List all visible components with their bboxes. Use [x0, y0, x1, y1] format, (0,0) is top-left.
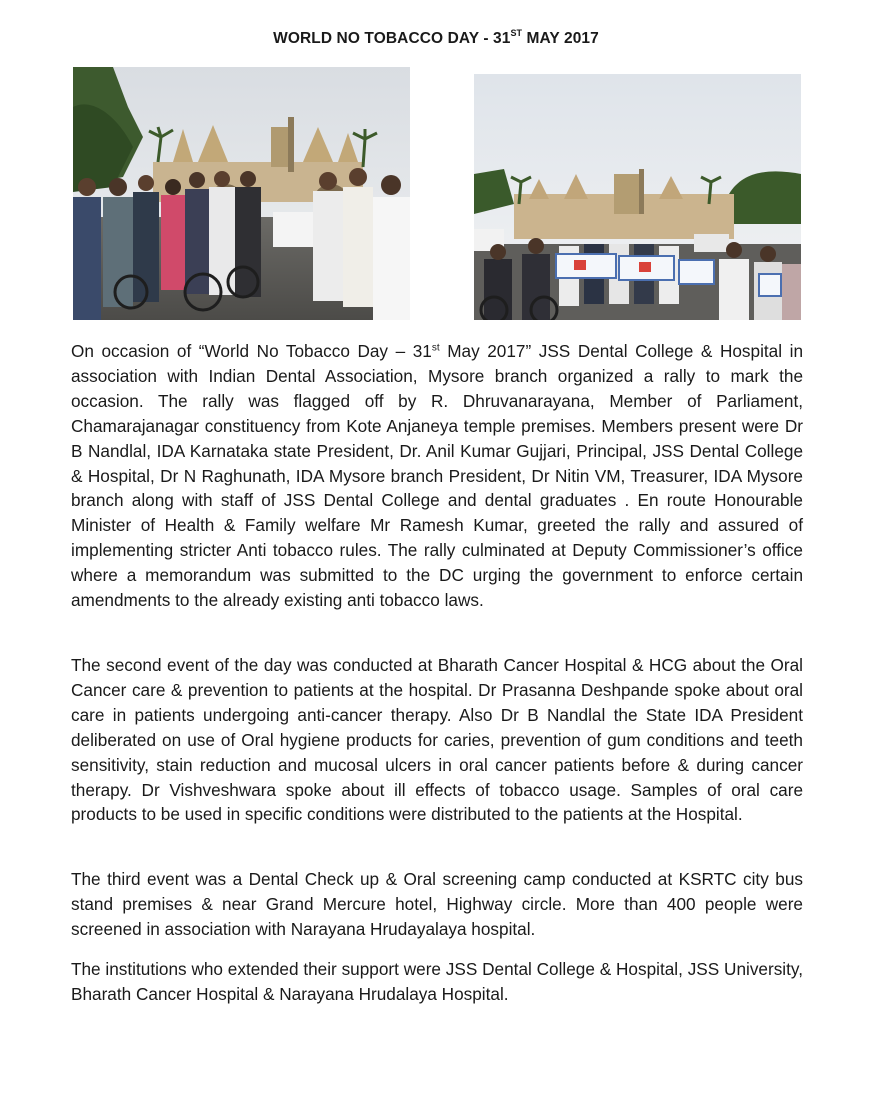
paragraph-third-event: The third event was a Dental Check up & Oral screening camp conducted at KSRTC city bus stand premises & near Grand Mercure hotel, Highway circle. More than 400 people were screened in association with Narayana Hrudayalaya hospital. — [71, 869, 803, 939]
p1-text-start: On occasion of “World No Tobacco Day – 31 — [71, 341, 432, 361]
title-superscript: ST — [510, 28, 523, 38]
p1-superscript: st — [431, 342, 440, 354]
title-end: MAY 2017 — [522, 30, 599, 48]
rally-photo-right — [474, 74, 801, 320]
paragraph-rally — [71, 339, 803, 613]
paragraph-second-event: The second event of the day was conducted at Bharath Cancer Hospital & HCG about the Oral Cancer care & prevention to patients at the hospital. Dr Prasanna Deshpande spoke about oral care in patients undergoing anti-cancer therapy. Also Dr B Nandlal the State IDA President deliberated on use of Oral hygiene products for caries, prevention of gum conditions and teeth sensitivity, stain reduction and mucosal ulcers in oral cancer patients before & during cancer therapy. Dr Vishveshwara spoke about ill effects of tobacco usage. Samples of oral care products to be used in specific conditions were distributed to the patients at the Hospital. — [71, 655, 803, 825]
rally-photo-left — [73, 67, 410, 320]
page-title — [0, 29, 872, 48]
paragraph-support: The institutions who extended their support were JSS Dental College & Hospital, JSS University, Bharath Cancer Hospital & Narayana Hrudalaya Hospital. — [71, 959, 803, 1004]
title-main: WORLD NO TOBACCO DAY - 31 — [273, 30, 511, 48]
p1-text-rest: May 2017” JSS Dental College & Hospital in association with Indian Dental Association, Mysore branch organized a rally to mark the occasion. The rally was flagged off by R. Dhruvanarayana, Member of Parliament, Chamarajanagar constituency from Kote Anjaneya temple premises. Members present were Dr B Nandlal, IDA Karnataka state President, Dr. Anil Kumar Gujjari, Principal, JSS Dental College & Hospital, Dr N Raghunath, IDA Mysore branch President, Dr Nitin VM, Treasurer, IDA Mysore branch along with staff of JSS Dental College and dental graduates . En route Honourable Minister of Health & Family welfare Mr Ramesh Kumar, greeted the rally and assured of implementing stricter Anti tobacco rules. The rally culminated at Deputy Commissioner’s office where a memorandum was submitted to the DC urging the government to enforce certain amendments to the already existing anti tobacco laws. — [71, 341, 804, 611]
